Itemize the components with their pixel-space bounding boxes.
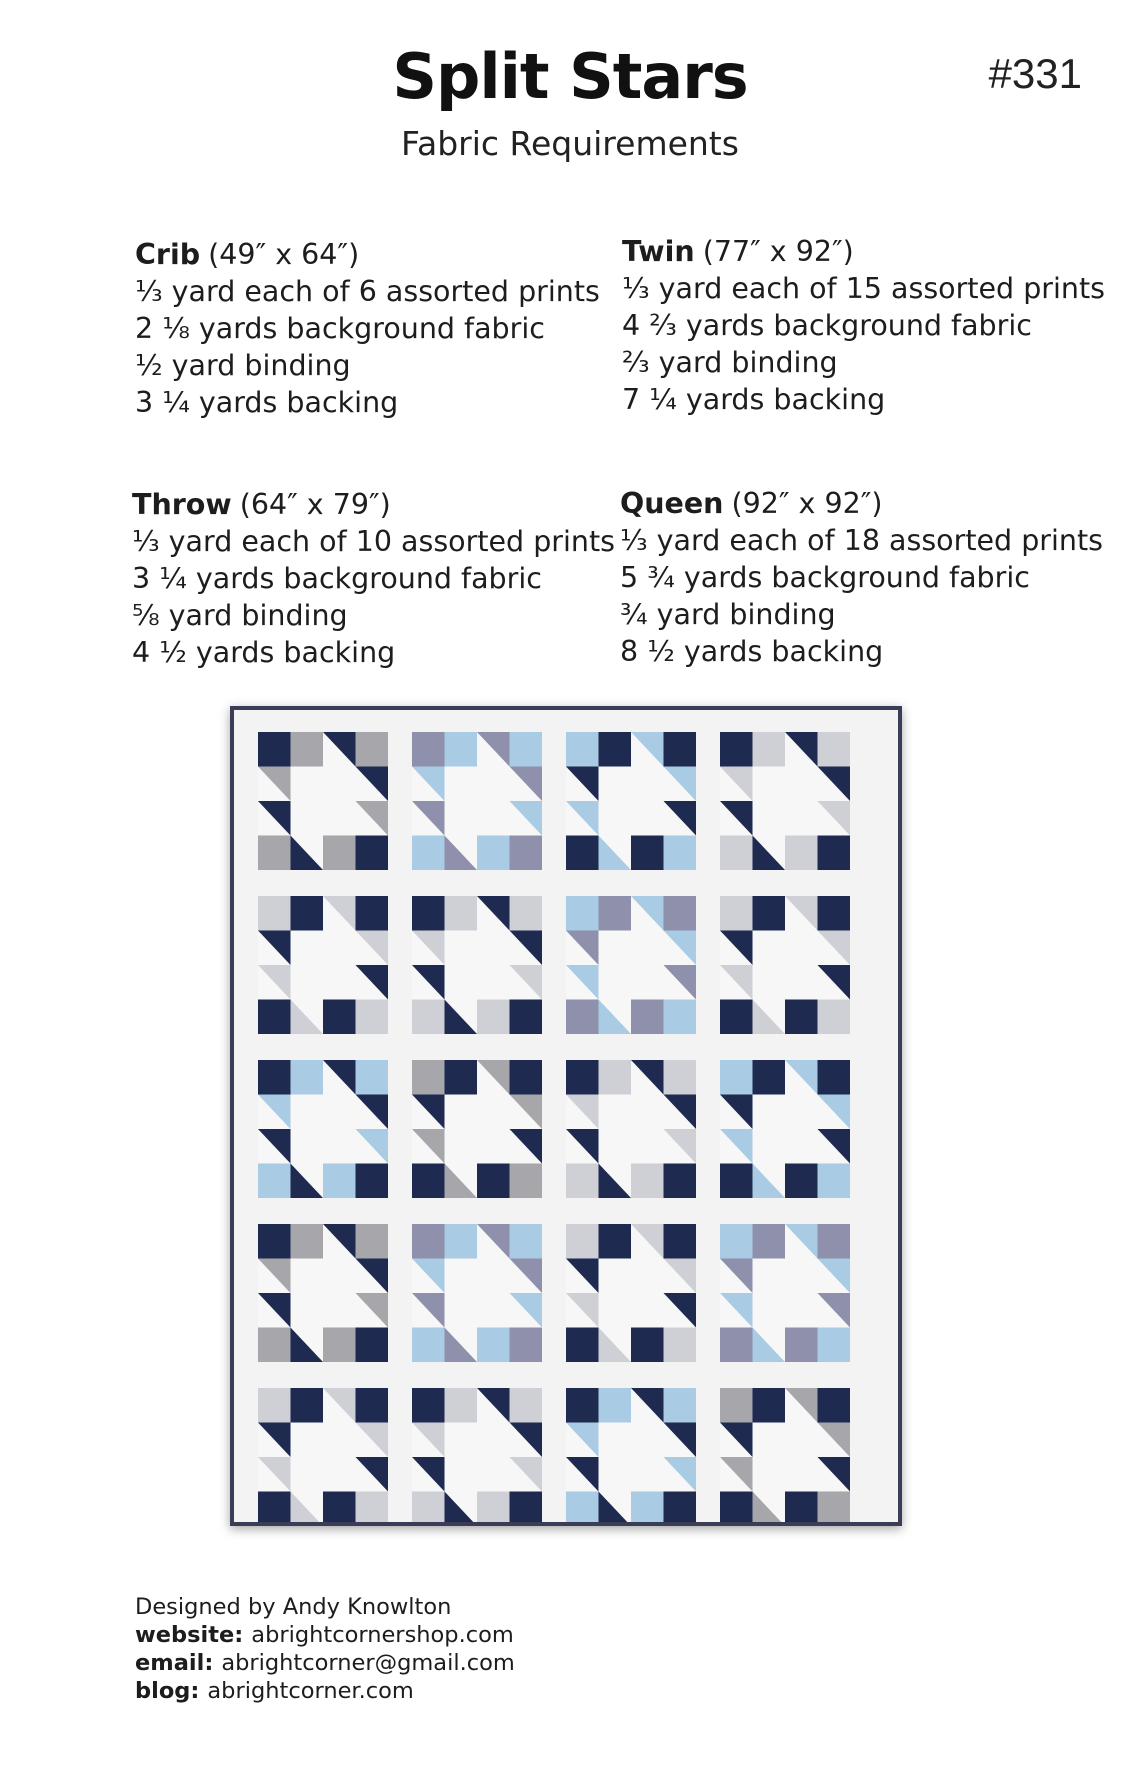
size-dimensions: (64″ x 79″) [239, 488, 391, 521]
quilt-block-unit [323, 732, 388, 801]
quilt-block-unit [323, 1388, 388, 1457]
requirement-line: 3 ¼ yards background fabric [132, 562, 542, 595]
quilt-block-unit [566, 1388, 631, 1457]
quilt-block-unit [323, 1457, 388, 1522]
quilt-block-unit [412, 1388, 477, 1457]
requirement-line: ½ yard binding [135, 349, 351, 382]
size-name: Queen [620, 487, 724, 520]
quilt-block-unit [631, 1224, 696, 1293]
requirement-line: 4 ⅔ yards background fabric [622, 309, 1032, 342]
twin-requirements [622, 233, 1105, 418]
throw-requirements [132, 486, 615, 671]
quilt-block-unit [258, 732, 323, 801]
quilt-block-unit [258, 1388, 323, 1457]
requirement-line: 3 ¼ yards backing [135, 386, 399, 419]
website-label: website: [135, 1622, 244, 1648]
quilt-block-unit [566, 732, 631, 801]
requirement-line: 5 ¾ yards background fabric [620, 561, 1030, 594]
quilt-block-unit [566, 1457, 631, 1522]
designer-credits [135, 1593, 515, 1705]
quilt-block-unit [477, 965, 542, 1034]
pattern-title: Split Stars [392, 40, 748, 113]
quilt-block-unit [566, 1060, 631, 1129]
quilt-block-unit [631, 1388, 696, 1457]
requirement-line: ⅔ yard binding [622, 346, 838, 379]
quilt-block-unit [323, 1293, 388, 1362]
quilt-block-unit [412, 1060, 477, 1129]
quilt-block-unit [720, 896, 785, 965]
quilt-illustration [234, 710, 898, 1522]
quilt-block-unit [785, 1060, 850, 1129]
quilt-block-unit [720, 801, 785, 870]
requirement-line: ⅓ yard each of 18 assorted prints [620, 524, 1104, 557]
quilt-block-unit [785, 896, 850, 965]
quilt-block-unit [477, 1388, 542, 1457]
quilt-block-unit [477, 1457, 542, 1522]
quilt-block-unit [566, 801, 631, 870]
quilt-block-unit [785, 1293, 850, 1362]
quilt-block-unit [720, 1293, 785, 1362]
quilt-photo [230, 706, 902, 1526]
quilt-block-unit [258, 965, 323, 1034]
quilt-block-unit [785, 732, 850, 801]
quilt-block-unit [412, 896, 477, 965]
quilt-block-unit [323, 1129, 388, 1198]
quilt-block-unit [258, 1224, 323, 1293]
quilt-block-unit [477, 1060, 542, 1129]
quilt-block-unit [258, 896, 323, 965]
quilt-block-unit [631, 965, 696, 1034]
quilt-block-unit [323, 801, 388, 870]
blog-link[interactable]: abrightcorner.com [207, 1678, 414, 1704]
requirement-line: 8 ½ yards backing [620, 635, 884, 668]
quilt-block-unit [477, 896, 542, 965]
quilt-block-unit [477, 1224, 542, 1293]
requirement-line: 7 ¼ yards backing [622, 383, 886, 416]
quilt-block-unit [258, 801, 323, 870]
requirement-line: 2 ⅛ yards background fabric [135, 312, 545, 345]
requirement-line: ¾ yard binding [620, 598, 836, 631]
quilt-block-unit [477, 732, 542, 801]
quilt-block-unit [566, 1224, 631, 1293]
size-name: Throw [132, 488, 232, 521]
size-name: Crib [135, 238, 201, 271]
quilt-block-unit [785, 801, 850, 870]
quilt-block-unit [412, 1293, 477, 1362]
quilt-block-unit [785, 1224, 850, 1293]
size-dimensions: (92″ x 92″) [731, 487, 883, 520]
quilt-block-unit [631, 896, 696, 965]
crib-requirements [135, 236, 600, 421]
requirement-line: ⅓ yard each of 10 assorted prints [132, 525, 616, 558]
quilt-block-unit [477, 1293, 542, 1362]
quilt-block-unit [323, 896, 388, 965]
quilt-block-unit [720, 1060, 785, 1129]
quilt-block-unit [412, 732, 477, 801]
quilt-block-unit [566, 965, 631, 1034]
email-label: email: [135, 1650, 214, 1676]
quilt-block-unit [720, 1457, 785, 1522]
quilt-block-unit [785, 1129, 850, 1198]
quilt-block-unit [412, 965, 477, 1034]
page-subtitle: Fabric Requirements [401, 124, 739, 163]
quilt-block-unit [631, 1129, 696, 1198]
queen-requirements [620, 485, 1103, 670]
blog-label: blog: [135, 1678, 200, 1704]
quilt-block-unit [258, 1129, 323, 1198]
quilt-block-unit [412, 1457, 477, 1522]
quilt-block-unit [720, 965, 785, 1034]
quilt-block-unit [323, 965, 388, 1034]
quilt-block-unit [785, 1457, 850, 1522]
quilt-block-unit [631, 1293, 696, 1362]
quilt-block-unit [720, 1224, 785, 1293]
quilt-block-unit [566, 1129, 631, 1198]
size-name: Twin [622, 235, 695, 268]
quilt-block-unit [720, 732, 785, 801]
quilt-block-unit [631, 732, 696, 801]
quilt-block-unit [631, 1060, 696, 1129]
designer-name: Designed by Andy Knowlton [135, 1594, 452, 1620]
quilt-block-unit [785, 1388, 850, 1457]
requirement-line: ⅝ yard binding [132, 599, 348, 632]
email-link[interactable]: abrightcorner@gmail.com [221, 1650, 515, 1676]
quilt-block-unit [566, 896, 631, 965]
quilt-block-unit [323, 1060, 388, 1129]
quilt-block-unit [412, 1224, 477, 1293]
quilt-block-unit [323, 1224, 388, 1293]
quilt-block-unit [566, 1293, 631, 1362]
quilt-block-unit [631, 801, 696, 870]
quilt-block-unit [258, 1457, 323, 1522]
requirement-line: 4 ½ yards backing [132, 636, 396, 669]
quilt-block-unit [477, 801, 542, 870]
size-dimensions: (77″ x 92″) [702, 235, 854, 268]
quilt-block-unit [720, 1388, 785, 1457]
size-dimensions: (49″ x 64″) [208, 238, 360, 271]
quilt-block-unit [785, 965, 850, 1034]
pattern-number: #331 [988, 50, 1082, 97]
quilt-block-unit [412, 1129, 477, 1198]
quilt-block-unit [631, 1457, 696, 1522]
quilt-block-unit [412, 801, 477, 870]
quilt-block-unit [720, 1129, 785, 1198]
quilt-block-unit [258, 1293, 323, 1362]
website-link[interactable]: abrightcornershop.com [251, 1622, 514, 1648]
requirement-line: ⅓ yard each of 15 assorted prints [622, 272, 1106, 305]
quilt-block-unit [477, 1129, 542, 1198]
quilt-block-unit [258, 1060, 323, 1129]
requirement-line: ⅓ yard each of 6 assorted prints [135, 275, 600, 308]
